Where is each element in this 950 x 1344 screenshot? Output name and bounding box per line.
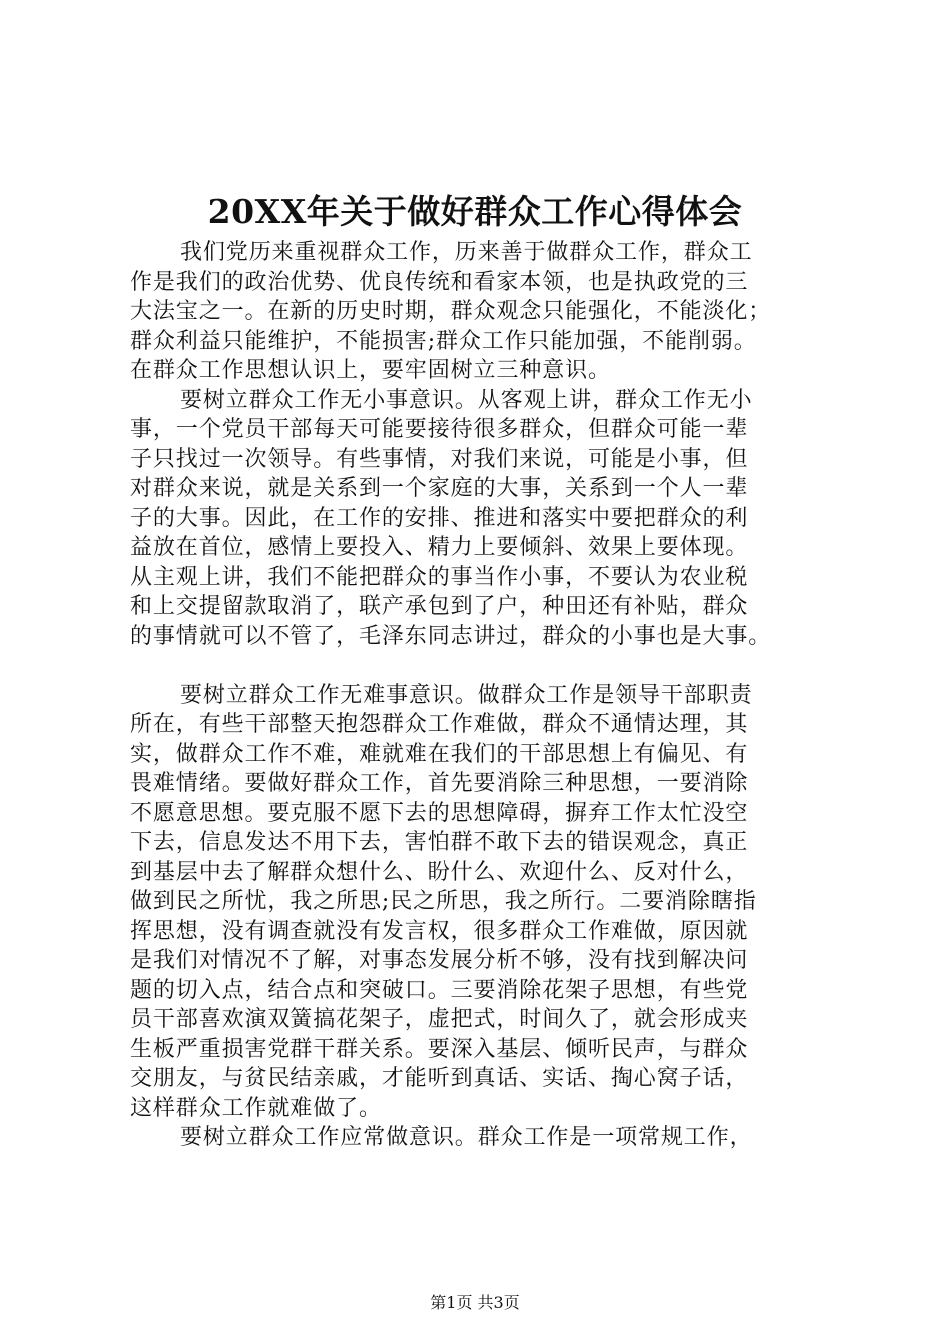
paragraph-line: 事，一个党员干部每天可能要接待很多群众，但群众可能一辈 xyxy=(130,417,749,442)
paragraph-line: 我们党历来重视群众工作，历来善于做群众工作，群众工 xyxy=(180,240,753,265)
paragraph-line: 对群众来说，就是关系到一个家庭的大事，关系到一个人一辈 xyxy=(130,476,749,501)
document-body xyxy=(130,238,830,1153)
paragraph-line: 要树立群众工作应常做意识。群众工作是一项常规工作， xyxy=(180,1125,753,1150)
paragraph-line: 要树立群众工作无小事意识。从客观上讲，群众工作无小 xyxy=(180,387,753,413)
paragraph-line: 员干部喜欢演双簧搞花架子，虚把式，时间久了，就会形成夹 xyxy=(130,1007,749,1032)
paragraph-line: 下去，信息发达不用下去，害怕群不敢下去的错误观念，真正 xyxy=(130,830,749,855)
document-title: 20XX年关于做好群众工作心得体会 xyxy=(207,192,743,231)
paragraph-line: 这样群众工作就难做了。 xyxy=(130,1095,382,1121)
paragraph-line: 群众利益只能维护，不能损害;群众工作只能加强，不能削弱。 xyxy=(130,328,757,354)
paragraph-line: 畏难情绪。要做好群众工作，首先要消除三种思想，一要消除 xyxy=(130,771,749,796)
paragraph-line: 在群众工作思想认识上，要牢固树立三种意识。 xyxy=(130,358,611,383)
paragraph-line: 题的切入点，结合点和突破口。三要消除花架子思想，有些党 xyxy=(130,977,749,1003)
paragraph-line: 到基层中去了解群众想什么、盼什么、欢迎什么、反对什么， xyxy=(130,859,749,885)
paragraph-line: 益放在首位，感情上要投入、精力上要倾斜、效果上要体现。 xyxy=(130,535,749,560)
paragraph-line: 做到民之所忧，我之所思;民之所思，我之所行。二要消除瞎指 xyxy=(130,889,757,914)
paragraph-line: 大法宝之一。在新的历史时期，群众观念只能强化，不能淡化； xyxy=(130,299,772,324)
paragraph-line: 和上交提留款取消了，联产承包到了户，种田还有补贴，群众 xyxy=(130,594,749,619)
paragraph-line: 挥思想，没有调查就没有发言权，很多群众工作难做，原因就 xyxy=(130,918,749,944)
paragraph-spacer xyxy=(130,651,830,681)
paragraph-line: 生板严重损害党群干群关系。要深入基层、倾听民声，与群众 xyxy=(130,1036,749,1062)
paragraph-line: 不愿意思想。要克服不愿下去的思想障碍，摒弃工作太忙没空 xyxy=(130,800,749,826)
paragraph-line: 作是我们的政治优势、优良传统和看家本领，也是执政党的三 xyxy=(130,269,749,295)
paragraph-line: 交朋友，与贫民结亲戚，才能听到真话、实话、掏心窝子话， xyxy=(130,1066,749,1091)
paragraph-line: 子的大事。因此，在工作的安排、推进和落实中要把群众的利 xyxy=(130,505,749,531)
paragraph-line: 要树立群众工作无难事意识。做群众工作是领导干部职责 xyxy=(180,682,753,708)
paragraph-line: 所在，有些干部整天抱怨群众工作难做，群众不通情达理，其 xyxy=(130,712,749,737)
paragraph-line: 实，做群众工作不难，难就难在我们的干部思想上有偏见、有 xyxy=(130,741,749,767)
paragraph-line: 从主观上讲，我们不能把群众的事当作小事，不要认为农业税 xyxy=(130,564,749,590)
paragraph-line: 的事情就可以不管了，毛泽东同志讲过，群众的小事也是大事。 xyxy=(130,623,772,649)
paragraph-line: 子只找过一次领导。有些事情，对我们来说，可能是小事，但 xyxy=(130,446,749,472)
page-number-footer: 第1页 共3页 xyxy=(430,1293,520,1312)
paragraph-line: 是我们对情况不了解，对事态发展分析不够，没有找到解决问 xyxy=(130,948,749,973)
